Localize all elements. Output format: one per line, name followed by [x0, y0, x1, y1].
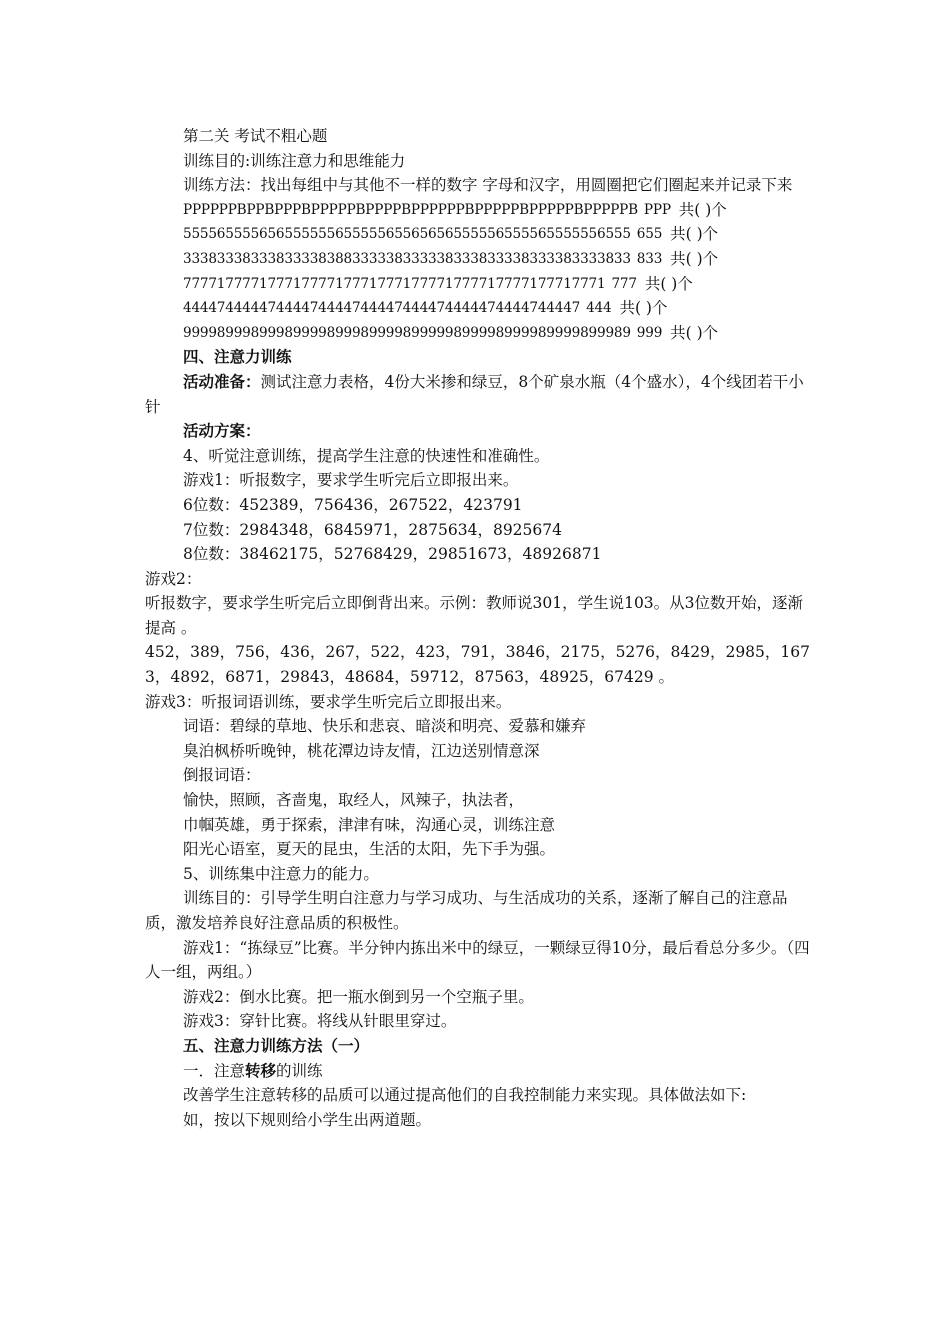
sequence-text: 55556555565655555565555565565656555556555565555556555	[183, 226, 631, 243]
game-2-text: 听报数字，要求学生听完后立即倒背出来。示例：教师说301，学生说103。从3位数开始，逐渐提高 。	[145, 594, 804, 637]
reverse-words-1: 愉快，照顾，吝啬鬼，取经人，风辣子，执法者，	[183, 791, 525, 810]
subheading-post: 的训练	[276, 1061, 323, 1080]
item-4: 4、听觉注意训练，提高学生注意的快速性和准确性。	[183, 446, 550, 465]
count-blank: 共( )个	[644, 274, 693, 293]
count-blank: 共( )个	[619, 299, 668, 318]
game-1: 游戏1：听报数字，要求学生听完后立即报出来。	[183, 471, 519, 490]
sequence-tail: 999	[636, 324, 663, 341]
subheading-shift	[145, 1059, 810, 1084]
sequence-rows	[145, 198, 810, 346]
activity-prep	[145, 370, 810, 419]
sequence-row	[183, 272, 810, 297]
count-blank: 共( )个	[670, 225, 719, 244]
sequence-tail: PPP	[643, 201, 671, 218]
reverse-words-2: 巾帼英雄，勇于探索，津津有味，沟通心灵，训练注意	[183, 815, 556, 834]
sequence-text: 44447444447444474444744447444474444474444744447	[183, 300, 581, 317]
count-blank: 共( )个	[678, 200, 727, 219]
digits-6: 6位数：452389，756436，267522，423791	[183, 495, 523, 514]
sequence-tail: 444	[586, 300, 612, 317]
heading-method-1: 五、注意力训练方法（一）	[183, 1035, 370, 1055]
game-5-3: 游戏3：穿针比赛。将线从针眼里穿过。	[183, 1012, 457, 1031]
sequence-tail: 777	[611, 275, 637, 292]
count-blank: 共( )个	[670, 249, 719, 268]
training-method: 训练方法：找出每组中与其他不一样的数字 字母和汉字，用圆圈把它们圈起来并记录下来	[183, 176, 793, 195]
word-list: 词语：碧绿的草地、快乐和悲哀、暗淡和明亮、爱慕和嫌弃	[183, 717, 587, 736]
sequence-text: PPPPPPBPPBPPPBPPPPPBPPPPBPPPPPPBPPPPPBPPPPPBPPPPPB	[183, 201, 638, 218]
reverse-words-label: 倒报词语：	[183, 766, 261, 785]
activity-prep-label: 活动准备：	[183, 371, 261, 391]
purpose-5: 训练目的：引导学生明白注意力与学习成功、与生活成功的关系，逐渐了解自己的注意品质，激发培养良好注意品质的积极性。	[145, 889, 788, 932]
sequence-row	[183, 296, 810, 321]
game-5-1: 游戏1：“拣绿豆”比赛。半分钟内拣出米中的绿豆，一颗绿豆得10分，最后看总分多少。（四人一组，两组。）	[145, 938, 810, 982]
section-title: 第二关 考试不粗心题	[183, 127, 328, 145]
sequence-tail: 655	[636, 226, 663, 243]
sequence-row	[183, 222, 810, 247]
sequence-row	[183, 321, 810, 346]
activity-prep-text: 测试注意力表格，4份大米掺和绿豆，8个矿泉水瓶（4个盛水），4个线团若干小针	[145, 372, 804, 416]
sequence-tail: 833	[636, 250, 663, 267]
game-2-label: 游戏2：	[145, 569, 202, 588]
digits-8: 8位数：38462175，52768429，29851673，48926871	[183, 545, 602, 564]
sequence-text: 77771777717771777717771777177771777717777177717771	[183, 275, 606, 292]
document-body	[145, 124, 810, 1132]
subheading-bold: 转移	[245, 1060, 277, 1080]
digits-7: 7位数：2984348，6845971，2875634，8925674	[183, 520, 562, 539]
game-5-2: 游戏2：倒水比赛。把一瓶水倒到另一个空瓶子里。	[183, 987, 534, 1006]
count-blank: 共( )个	[670, 323, 719, 342]
training-purpose: 训练目的:训练注意力和思维能力	[183, 151, 406, 170]
sequence-text: 33383338333833338388333338333338333833338333383333833	[183, 250, 631, 267]
heading-attention-training: 四、注意力训练	[183, 347, 292, 367]
paragraph-1: 改善学生注意转移的品质可以通过提高他们的自我控制能力来实现。具体做法如下:	[183, 1086, 747, 1105]
poem-line: 臭泊枫桥听晚钟，桃花潭边诗友情，江边送别情意深	[183, 741, 540, 760]
sequence-row	[183, 247, 810, 272]
activity-plan-label: 活动方案：	[183, 421, 261, 441]
sequence-row	[183, 198, 810, 223]
sequence-text: 99998999899989999899989999899999899998999989999899989	[183, 324, 631, 341]
subheading-pre: 一．注意	[183, 1061, 246, 1080]
item-5: 5、训练集中注意力的能力。	[183, 864, 379, 883]
game-3: 游戏3：听报词语训练，要求学生听完后立即报出来。	[145, 692, 512, 711]
reverse-words-3: 阳光心语室，夏天的昆虫，生活的太阳，先下手为强。	[183, 840, 556, 859]
paragraph-2: 如，按以下规则给小学生出两道题。	[183, 1110, 432, 1129]
number-list: 452，389，756，436，267，522，423，791，3846，2175，5276，8429，2985，1673，4892，6871，29843，48684，59712，87563，48925，67429 。	[145, 643, 810, 687]
